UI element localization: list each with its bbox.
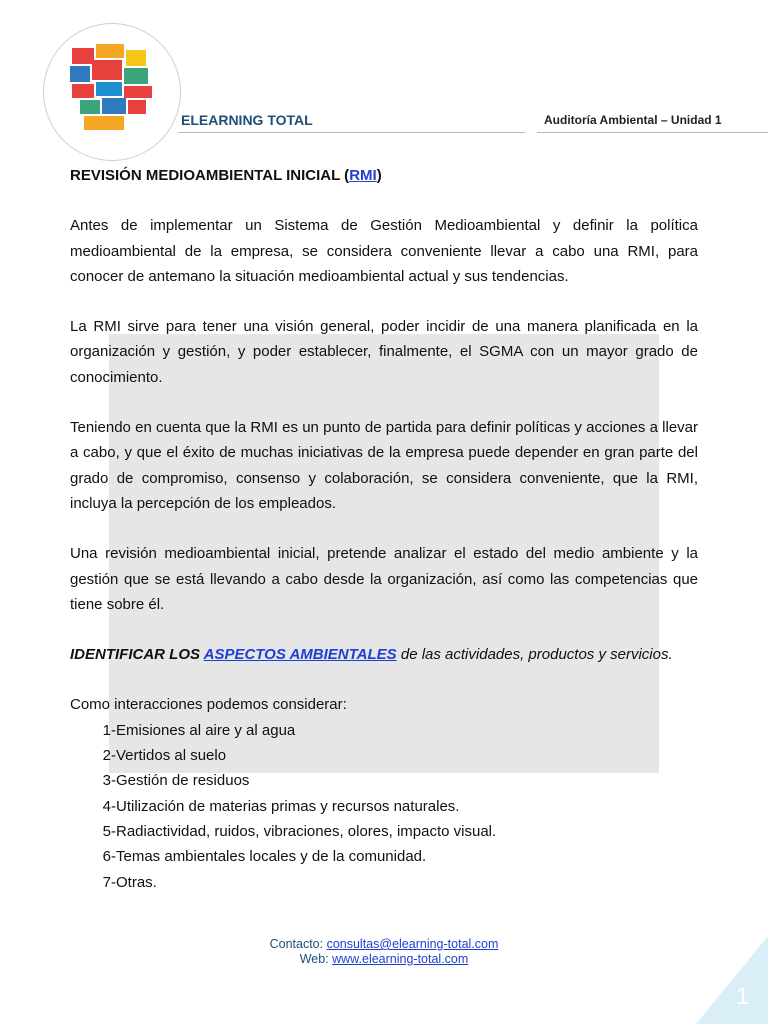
document-body	[70, 163, 698, 895]
title-text: REVISIÓN MEDIOAMBIENTAL INICIAL (	[70, 167, 350, 184]
list-item: 6- Temas ambientales locales y de la comunidad.	[102, 848, 427, 866]
page-number: 1	[736, 983, 750, 1010]
paragraph: Antes de implementar un Sistema de Gestión Medioambiental y definir la política medioambiental de la empresa, se considera conveniente llevar a cabo una RMI, para conocer de antemano la situación medioambiental actual y sus tendencias.	[70, 217, 698, 285]
paragraph: Una revisión medioambiental inicial, pretende analizar el estado del medio ambiente y la gestión que se está llevando a cabo desde la organización, así como las competencias que tiene sobre él.	[70, 545, 698, 613]
contact-line: Contacto: consultas@elearning-total.com	[269, 937, 499, 951]
header-divider	[178, 132, 525, 133]
rmi-link[interactable]: RMI	[349, 167, 377, 184]
identify-bold: IDENTIFICAR LOS	[70, 646, 204, 664]
header-divider	[537, 132, 768, 133]
list-item: 5- Radiactividad, ruidos, vibraciones, olores, impacto visual.	[102, 822, 497, 840]
list-item: 2- Vertidos al suelo	[102, 747, 227, 765]
paragraph: Teniendo en cuenta que la RMI es un punto de partida para definir políticas y acciones a llevar a cabo, y que el éxito de muchas iniciativas de la empresa puede depender en gran parte del grado de compromiso, consenso y colaboración, se considera conveniente, que la RMI, incluya la percepción de los empleados.	[70, 419, 698, 512]
aspectos-ambientales-link[interactable]: ASPECTOS AMBIENTALES	[203, 646, 397, 664]
list-item: 4- Utilización de materias primas y recursos naturales.	[102, 797, 460, 815]
website-link[interactable]: www.elearning-total.com	[332, 952, 469, 966]
interactions-list	[70, 718, 698, 895]
paragraph: La RMI sirve para tener una visión general, poder incidir de una manera planificada en la organización y gestión, y poder establecer, finalmente, el SGMA con un mayor grado de conocimiento.	[70, 318, 698, 386]
document-subtitle: Auditoría Ambiental – Unidad 1	[544, 113, 722, 127]
identify-heading	[70, 642, 698, 667]
list-item: 1- Emisiones al aire y al agua	[102, 721, 296, 739]
page-corner-decoration	[696, 936, 768, 1024]
elearning-head-logo	[66, 42, 156, 134]
contact-email-link[interactable]: consultas@elearning-total.com	[326, 937, 499, 951]
list-item: 3- Gestión de residuos	[102, 772, 250, 790]
list-item: 7- Otras.	[102, 873, 157, 891]
title-suffix: )	[376, 167, 382, 184]
list-intro: Como interacciones podemos considerar:	[70, 696, 347, 714]
web-line: Web: www.elearning-total.com	[299, 952, 469, 966]
section-title	[70, 163, 698, 188]
page-footer	[0, 937, 768, 967]
identify-rest: de las actividades, productos y servicios.	[396, 646, 673, 664]
brand-name: ELEARNING TOTAL	[181, 112, 313, 128]
